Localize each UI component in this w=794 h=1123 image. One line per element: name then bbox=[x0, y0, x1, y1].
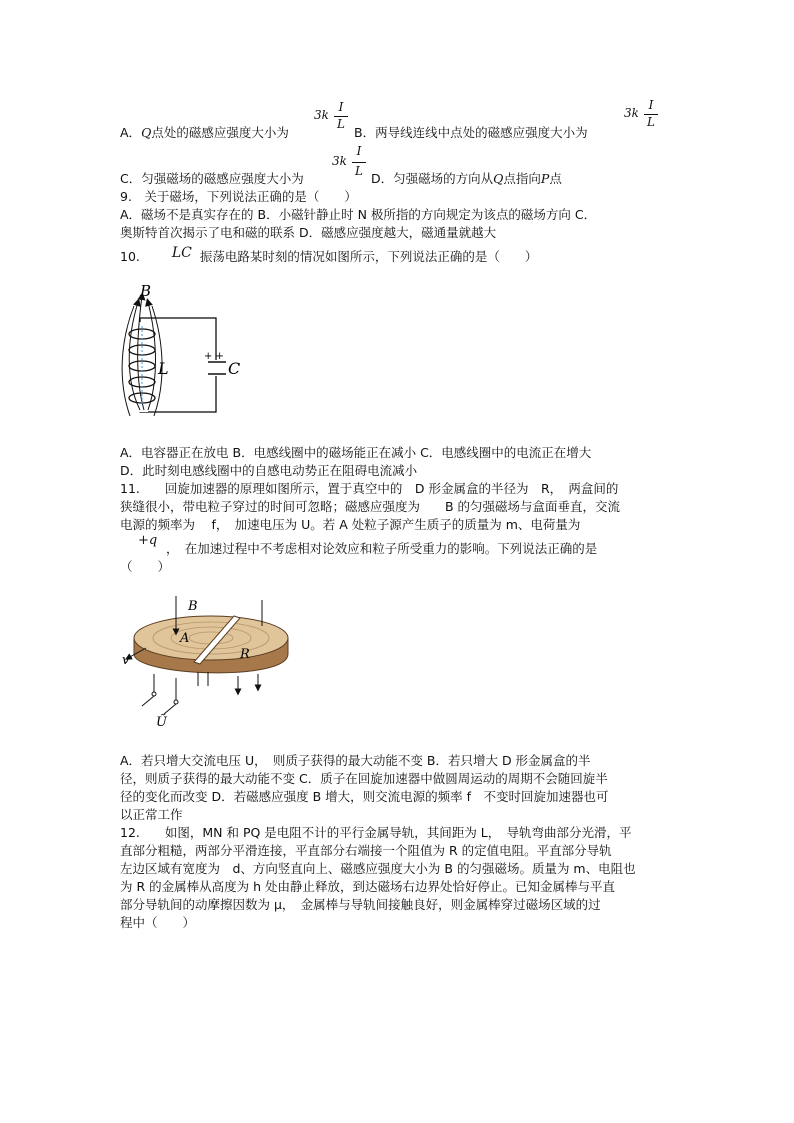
plus-q-symbol: +q bbox=[138, 533, 158, 548]
q10-stem: 10. LC 振荡电路某时刻的情况如图所示，下列说法正确的是（ ） bbox=[120, 245, 538, 264]
fraction-3k-I-over-L-c: 3k I L bbox=[332, 144, 372, 184]
q8-option-d: D．匀强磁场的方向从Q点指向P点 bbox=[371, 171, 562, 186]
q11-stem-line3: 电源的频率为 f， 加速电压为 U。若 A 处粒子源产生质子的质量为 m、电荷量为 bbox=[120, 517, 581, 532]
fraction-3k-I-over-L-a: 3k I L bbox=[314, 100, 354, 140]
q9-stem: 9. 关于磁场，下列说法正确的是（ ） bbox=[120, 189, 357, 204]
q10-options-line1: A．电容器正在放电 B．电感线圈中的磁场能正在减小 C．电感线圈中的电流正在增大 bbox=[120, 445, 592, 460]
label-v: v bbox=[122, 653, 130, 668]
lc-symbol: LC bbox=[171, 245, 192, 261]
q11-stem-line5: （ ） bbox=[120, 559, 171, 574]
q12-stem-line2: 直部分粗糙，两部分平滑连接，平直部分右端接一个阻值为 R 的定值电阻。平直部分导轨 bbox=[120, 843, 612, 858]
q12-stem-line3: 左边区域有宽度为 d、方向竖直向上、磁感应强度大小为 B 的匀强磁场。质量为 m、电阻也 bbox=[120, 861, 636, 876]
lc-circuit-figure bbox=[118, 282, 248, 422]
label-U-tilde: Ũ bbox=[156, 715, 167, 730]
q11-stem-line1: 11. 回旋加速器的原理如图所示，置于真空中的 D 形金属盒的半径为 R， 两盒间的 bbox=[120, 481, 619, 496]
label-L: L bbox=[158, 359, 169, 378]
q12-stem-line1: 12. 如图，MN 和 PQ 是电阻不计的平行金属导轨，其间距为 L， 导轨弯曲部分光滑，平 bbox=[120, 825, 632, 840]
q11-options-line4: 以正常工作 bbox=[120, 807, 183, 822]
q10-options-line2: D．此时刻电感线圈中的自感电动势正在阻碍电流减小 bbox=[120, 463, 418, 478]
q8-option-c: C．匀强磁场的磁感应强度大小为 bbox=[120, 171, 304, 186]
label-C: C bbox=[228, 359, 241, 378]
cyclotron-figure bbox=[118, 596, 298, 736]
q8-option-a: A．Q点处的磁感应强度大小为 bbox=[120, 125, 289, 140]
label-R: R bbox=[240, 647, 250, 662]
q8-option-b: B．两导线连线中点处的磁感应强度大小为 bbox=[354, 125, 588, 140]
label-B-cyclotron: B bbox=[188, 599, 198, 614]
capacitor-plus-signs: + + bbox=[204, 351, 224, 362]
q12-stem-line4: 为 R 的金属棒从高度为 h 处由静止释放，到达磁场右边界处恰好停止。已知金属棒与平直 bbox=[120, 879, 616, 894]
q11-stem-line2: 狭缝很小，带电粒子穿过的时间可忽略；磁感应强度为 B 的匀强磁场与盒面垂直，交流 bbox=[120, 499, 621, 514]
q12-stem-line5: 部分导轨间的动摩擦因数为 μ， 金属棒与导轨间接触良好，则金属棒穿过磁场区域的过 bbox=[120, 897, 601, 912]
label-A: A bbox=[180, 631, 190, 646]
q11-stem-line4: ， 在加速过程中不考虑相对论效应和粒子所受重力的影响。下列说法正确的是 bbox=[166, 541, 598, 556]
q12-stem-line6: 程中（ ） bbox=[120, 915, 196, 930]
q9-options-line1: A．磁场不是真实存在的 B．小磁针静止时 N 极所指的方向规定为该点的磁场方向 C． bbox=[120, 207, 597, 222]
label-B: B bbox=[140, 282, 152, 300]
fraction-3k-I-over-L-b: 3k I L bbox=[624, 98, 664, 138]
q9-options-line2: 奥斯特首次揭示了电和磁的联系 D．磁感应强度越大，磁通量就越大 bbox=[120, 225, 497, 240]
q11-options-line2: 径，则质子获得的最大动能不变 C．质子在回旋加速器中做圆周运动的周期不会随回旋半 bbox=[120, 771, 608, 786]
q11-options-line1: A．若只增大交流电压 U， 则质子获得的最大动能不变 B．若只增大 D 形金属盒的半 bbox=[120, 753, 591, 768]
q11-options-line3: 径的变化而改变 D．若磁感应强度 B 增大，则交流电源的频率 f 不变时回旋加速器也可 bbox=[120, 789, 609, 804]
